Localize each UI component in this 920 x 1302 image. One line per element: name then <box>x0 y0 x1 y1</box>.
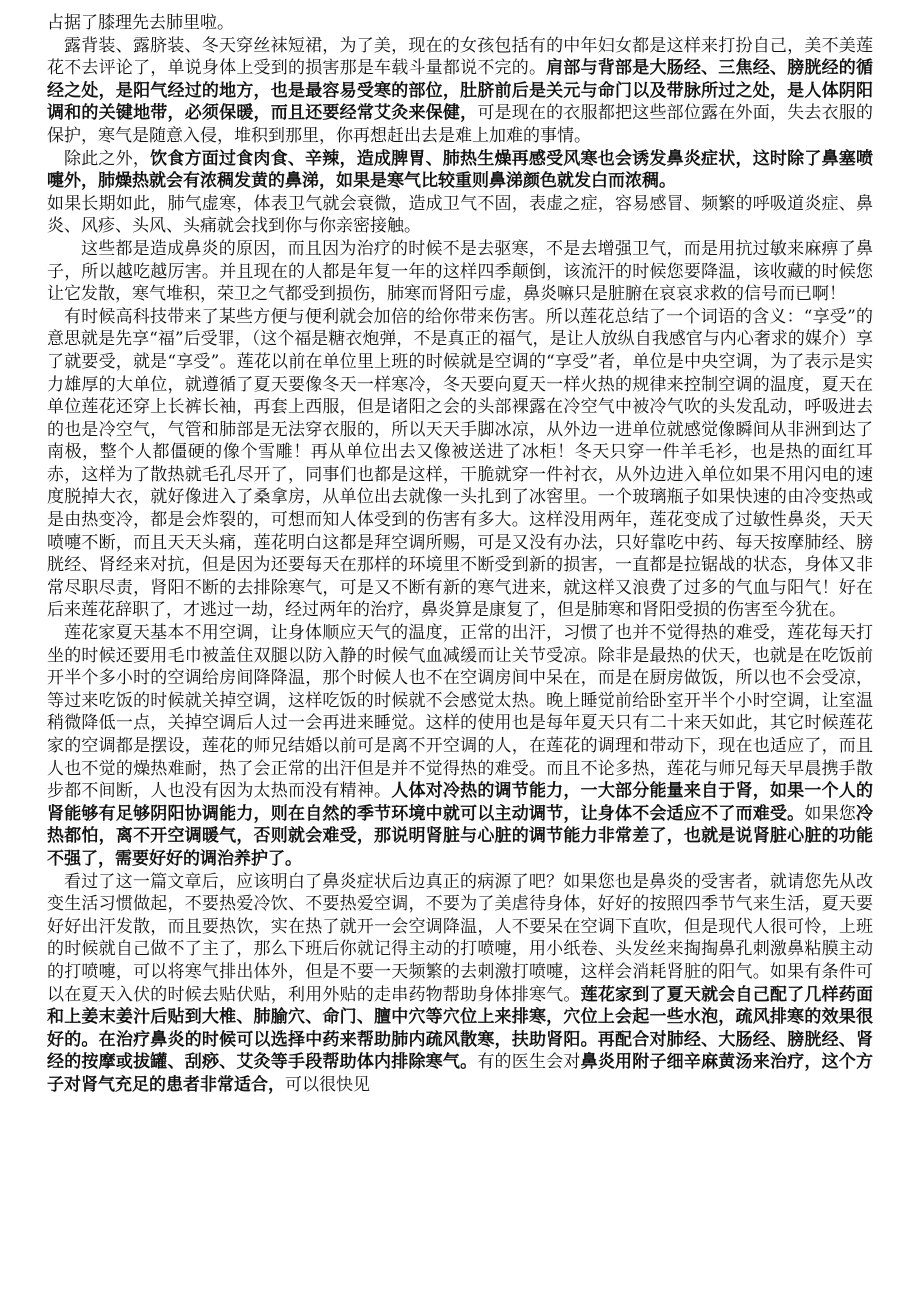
bold-text-run: 鼻炎用附子细辛麻黄汤来治疗，这个方子对肾气充足的患者非常适合， <box>47 1052 874 1095</box>
bold-text-run: 人体对冷热的调节能力，一大部分能量来自于肾，如果一个人的肾能够有足够阴阳协调能力，则在自然的季节环境中就可以主动调节，让身体不会适应不了而难受。 <box>47 781 874 824</box>
text-run: 可是现在的衣服都把这些部位露在外面，失去衣服的保护，寒气是随意入侵，堆积到那里，你再想赶出去是难上加难的事情。 <box>47 103 874 146</box>
text-run: 露背装、露脐装、冬天穿丝袜短裙，为了美，现在的女孩包括有的中年妇女都是这样来打扮自己，美不美莲花不去评论了，单说身体上受到的损害那是车载斗量都说不完的。 <box>47 35 873 79</box>
paragraph-3 <box>47 148 873 193</box>
bold-text-run: 冷热都怕，离不开空调暖气，否则就会难受，那说明肾脏与心脏的调节能力非常差了，也就是说肾脏心脏的功能不强了，需要好好的调治养护了。 <box>47 803 873 869</box>
text-run: 可以很快见 <box>285 1074 370 1095</box>
paragraph-2 <box>47 35 873 148</box>
text-run: 有的医生会对 <box>477 1052 581 1073</box>
bold-text-run: 饮食方面过食肉食、辛辣，造成脾胃、肺热生燥再感受风寒也会诱发鼻炎症状，这时除了鼻塞喷嚏外，肺燥热就会有浓稠发黄的鼻涕，如果是寒气比较重则鼻涕颜色就发白而浓稠。 <box>47 148 874 192</box>
paragraph-6 <box>47 306 873 622</box>
paragraph-5 <box>47 238 873 306</box>
text-run: 有时候高科技带来了某些方便与便利就会加倍的给你带来伤害。所以莲花总结了一个词语的含义：“享受”的意思就是先享“福”后受罪，（这个福是糖衣炮弹，不是真正的福气，是让人放纵自我感官与内心奢求的媒介）享了就要受，就是“享受”。莲花以前在单位里上班的时候就是空调的“享受”者，单位是中央空调，为了表示是实力雄厚的大单位，就遵循了夏天要像冬天一样寒冷，冬天要向夏天一样火热的规律来控制空调的温度，夏天在单位莲花还穿上长裤长袖，再套上西服，但是诸阳之会的头部裸露在冷空气中被冷气吹的头发乱动，呼吸进去的也是冷空气，气管和肺部是无法穿衣服的，所以天天手脚冰凉，从外边一进单位就感觉像瞬间从非洲到达了南极，整个人都僵硬的像个雪雕！再从单位出去又像被送进了冰柜！冬天只穿一件羊毛衫，也是热的面红耳赤，这样为了散热就毛孔尽开了，同事们也都是这样，干脆就穿一件衬衣，从外边进入单位如果不用闪电的速度脱掉大衣，就好像进入了桑拿房，从单位出去就像一头扎到了冰窖里。一个玻璃瓶子如果快速的由冷变热或是由热变冷，都是会炸裂的，可想而知人体受到的伤害有多大。这样没用两年，莲花变成了过敏性鼻炎，天天喷嚏不断，而且天天头痛，莲花明白这都是拜空调所赐，可是又没有办法，只好靠吃中药、每天按摩肺经、膀胱经、肾经来对抗，但是因为还要每天在那样的环境里不断受到新的损害，一直都是拉锯战的状态，身体又非常尽职尽责，肾阳不断的去排除寒气，可是又不断有新的寒气进来，就这样又浪费了过多的气血与阳气！好在后来莲花辞职了，才逃过一劫，经过两年的治疗，鼻炎算是康复了，但是肺寒和肾阳受损的伤害至今犹在。 <box>47 306 873 621</box>
text-run: 这些都是造成鼻炎的原因，而且因为治疗的时候不是去驱寒，不是去增强卫气，而是用抗过敏来麻痹了鼻子，所以越吃越厉害。并且现在的人都是年复一年的这样四季颠倒，该流汗的时候您要降温，该收藏的时候您让它发散，寒气堆积，荣卫之气都受到损伤，肺寒而肾阳亏虚，鼻炎嘛只是脏腑在哀哀求救的信号而已啊！ <box>47 238 873 305</box>
bold-text-run: 莲花家到了夏天就会自己配了几样药面和上姜末姜汁后贴到大椎、肺腧穴、命门、膻中穴等穴位上来排寒，穴位上会起一些水泡，疏风排寒的效果很好的。在治疗鼻炎的时候可以选择中药来帮助肺内疏风散寒，扶助肾阳。再配合对肺经、大肠经、膀胱经、肾经的按摩或拔罐、刮痧、艾灸等手段帮助体内排除寒气。 <box>47 984 874 1073</box>
paragraph-1 <box>47 12 873 35</box>
bold-text-run: 肩部与背部是大肠经、三焦经、膀胱经的循经之处，是阳气经过的地方，也是最容易受寒的部位，肚脐前后是关元与命门以及带脉所过之处，是人体阴阳调和的关键地带，必须保暖，而且还要经常艾灸来保健， <box>47 58 874 124</box>
text-run: 如果长期如此，肺气虚寒，体表卫气就会衰微，造成卫气不固，表虚之症，容易感冒、频繁的呼吸道炎症、鼻炎、风疹、头风、头痛就会找到你与你亲密接触。 <box>47 193 873 237</box>
text-run: 如果您 <box>804 803 856 824</box>
text-run: 莲花家夏天基本不用空调，让身体顺应天气的温度，正常的出汗，习惯了也并不觉得热的难受，莲花每天打坐的时候还要用毛巾被盖住双腿以防入静的时候气血减缓而让关节受凉。除非是最热的伏天，也就是在吃饭前开半个多小时的空调给房间降降温，那个时候人也不在空调房间中呆在，而是在厨房做饭，所以也不会受凉，等过来吃饭的时候就关掉空调，这样吃饭的时候就不会感觉太热。晚上睡觉前给卧室开半个小时空调，让室温稍微降低一点，关掉空调后人过一会再进来睡觉。这样的使用也是每年夏天只有二十来天如此，其它时候莲花家的空调都是摆设，莲花的师兄结婚以前可是离不开空调的人，在莲花的调理和带动下，现在也适应了，而且人也不觉的燥热难耐，热了会正常的出汗但是并不觉得热的难受。而且不论多热，莲花与师兄每天早晨携手散步都不间断，人也没有因为太热而没有精神。 <box>47 623 873 802</box>
paragraph-4 <box>47 193 873 238</box>
paragraph-7 <box>47 622 873 871</box>
text-run: 除此之外， <box>64 148 151 169</box>
paragraph-8 <box>47 871 873 1097</box>
text-run: 占据了膝理先去肺里啦。 <box>47 13 234 33</box>
text-run: 看过了这一篇文章后，应该明白了鼻炎症状后边真正的病源了吧？如果您也是鼻炎的受害者，就请您先从改变生活习惯做起，不要热爱冷饮、不要热爱空调，不要为了美虐待身体，好好的按照四季节气来生活，夏天要好好出汗发散，而且要热饮，实在热了就开一会空调降温，人不要呆在空调下直吹，但是现代人很可怜，上班的时候就自己做不了主了，那么下班后你就记得主动的打喷嚏，用小纸卷、头发丝来掏掏鼻孔刺激鼻粘膜主动的打喷嚏，可以将寒气排出体外，但是不要一天频繁的去刺激打喷嚏，这样会消耗肾脏的阳气。如果有条件可以在夏天入伏的时候去贴伏贴，利用外贴的走串药物帮助身体排寒气。 <box>47 871 873 1005</box>
